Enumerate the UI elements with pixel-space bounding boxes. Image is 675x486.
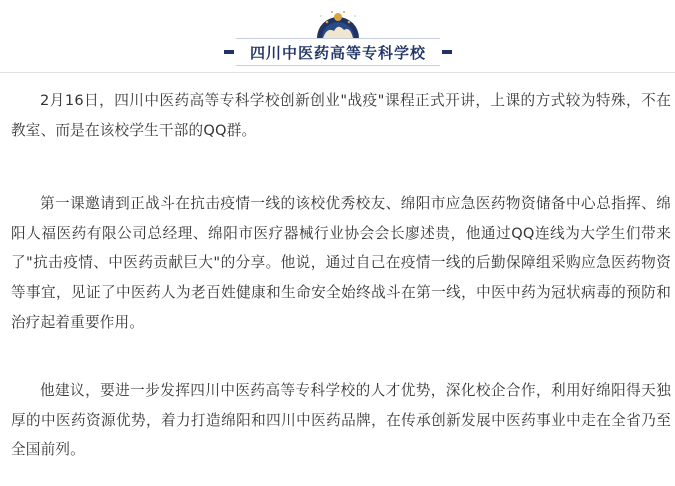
- article-paragraph: 他建议，要进一步发挥四川中医药高等专科学校的人才优势，深化校企合作，利用好绵阳得天独厚的中医药资源优势，着力打造绵阳和四川中医药品牌，在传承创新发展中医药事业中走在全省乃至全国前列。: [11, 382, 671, 459]
- article-body: [11, 86, 671, 465]
- article-paragraph: 2月16日，四川中医药高等专科学校创新创业"战疫"课程正式开讲，上课的方式较为特殊，不在教室、而是在该校学生干部的QQ群。: [11, 92, 671, 139]
- school-title-banner: [236, 38, 440, 66]
- banner-left-ornament: [224, 50, 234, 54]
- header-divider: [0, 72, 675, 73]
- article-paragraph: 第一课邀请到正战斗在抗击疫情一线的该校优秀校友、绵阳市应急医药物资储备中心总指挥、绵阳人福医药有限公司总经理、绵阳市医疗器械行业协会会长廖述贵，他通过QQ连线为大学生们带来了"抗击疫情、中医药贡献巨大"的分享。他说，通过自己在疫情一线的后勤保障组采购应急医药物资等事宜，见证了中医药人为老百姓健康和生命安全始终战斗在第一线，中医中药为冠状病毒的预防和治疗起着重要作用。: [11, 195, 671, 331]
- school-title: 四川中医药高等专科学校: [249, 43, 426, 62]
- school-emblem-icon: [313, 2, 363, 40]
- banner-right-ornament: [442, 50, 452, 54]
